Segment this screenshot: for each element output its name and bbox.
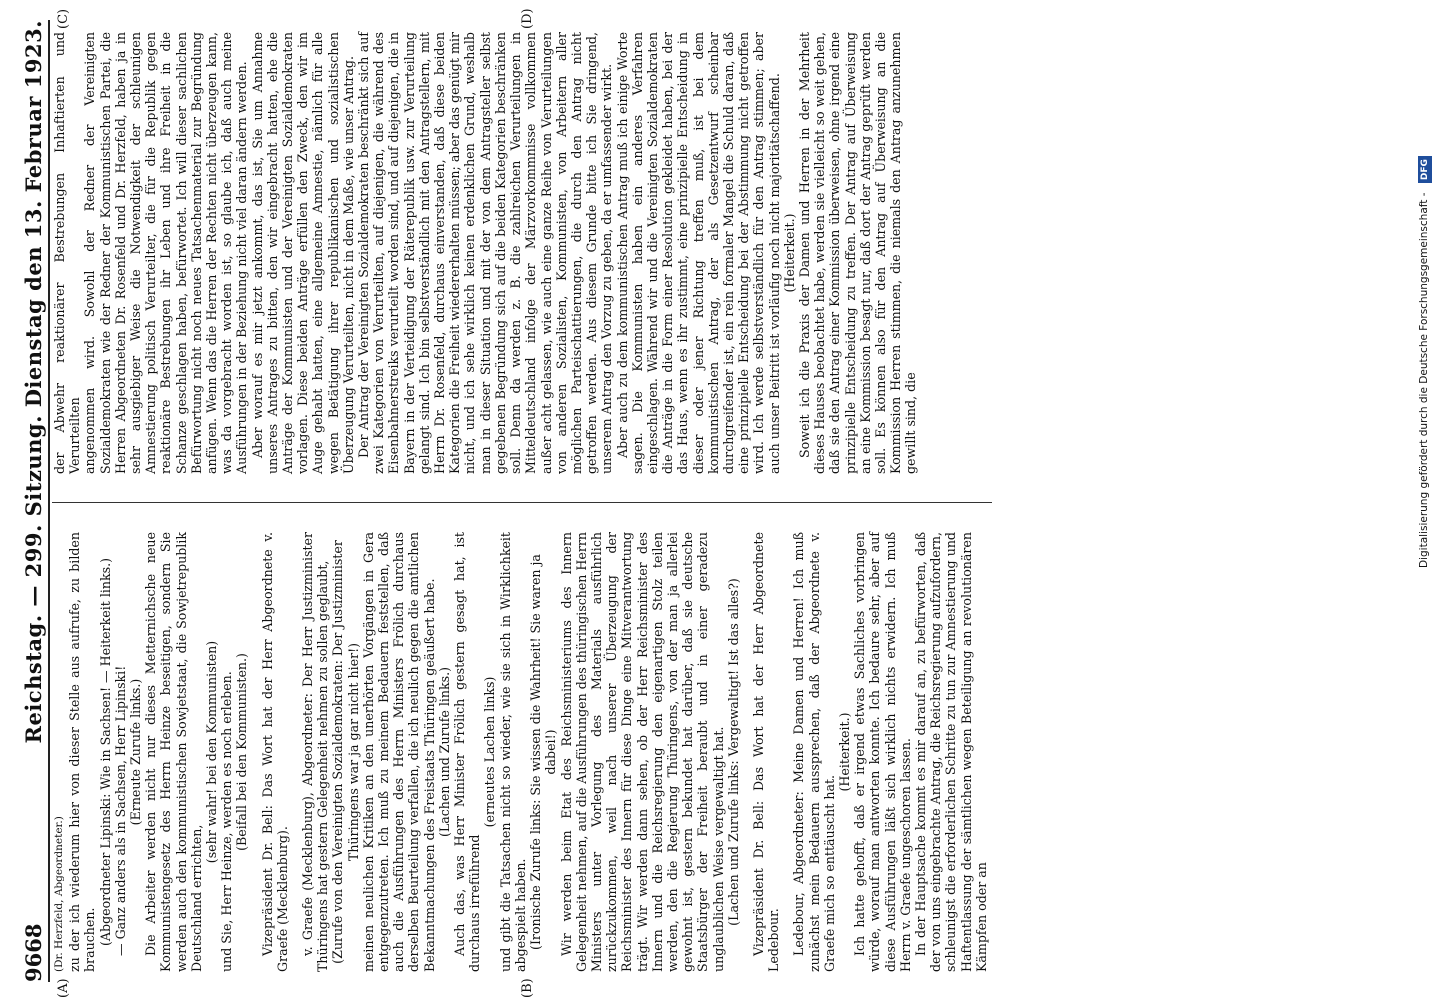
paragraph: Aber auch zu dem kommunistischen Antrag muß ich einige Worte sagen. Die Kommunisten haben ein anderes Verfahren eingeschlagen. Während wir und die Vereinigten Sozialdemokraten die Anträge in die Form einer Resolution gekleidet haben, bei der das Haus, wenn es ihr zustimmt, eine prinzipielle Entscheidung in dieser oder jener Richtung treffen muß, ist bei dem kommunistischen Antrag, der als Gesetzentwurf scheinbar durchgreifender ist, ein rein formaler Mangel die Schuld daran, daß eine prinzipielle Entscheidung bei der Abstimmung nicht getroffen wird. Ich werde selbstverständlich für den Antrag stimmen; aber auch unser Beitritt ist vorläufig noch nicht majoritätschaffend. (614, 32, 782, 474)
margin-marker-b: (B) (520, 978, 535, 998)
interjection: (Abgeordneter Lipinski: Wie in Sachsen! — Heiterkeit links.) (97, 558, 113, 946)
margin-marker-c: (C) (56, 8, 71, 29)
paragraph: und gibt die Tatsachen nicht so wieder, wie sie sich in Wirklichkeit abgespielt haben. (497, 532, 528, 972)
paragraph: angenommen wird. Sowohl der Redner der Vereinigten Sozialdemokraten wie der Redner der Kommunistischen Partei, die Herren Abgeordneten Dr. Rosenfeld und Dr. Herzfeld, haben ja in sehr ausgiebiger Weise die Notwendigkeit der schleunigen Amnestierung politisch Verurteilter, die für die Republik gegen reaktionäre Bestrebungen ihr Leben und ihre Freiheit in die Schanze geschlagen haben, befürwortet. Ich will dieser sachlichen Befürwortung nicht noch neues Tatsachenmaterial zur Begründung anfügen. Wenn das die Herren der Rechten nicht überzeugen kann, was da vorgebracht worden ist, so glaube ich, daß auch meine Ausführungen in der Beziehung nicht viel daran ändern werden. (82, 32, 250, 474)
dfg-logo: DFG (1418, 156, 1432, 183)
interjection: (Ironische Zurufe links: Sie wissen die Wahrheit! Sie waren ja dabei!) (528, 554, 559, 950)
paragraph: Wir werden beim Etat des Reichsministeriums des Innern Gelegenheit nehmen, auf die Ausführungen des thüringischen Herrn Ministers unter Vorlegung des Materials ausführlich zurückzukommen, weil nach unserer Überzeugung der Reichsminister des Innern für diese Dinge eine Mitverantwortung trägt. Wir werden dann sehen, ob der Herr Reichsminister des Innern und die Reichsregierung den eigenartigen Stolz teilen werden, den die Regierung Thüringens, von der man ja allerlei gewohnt ist, gestern bekundet hat darüber, daß sie deutsche Staatsbürger der Freiheit beraubt und in einer geradezu unglaublichen Weise vergewaltigt hat. (558, 531, 726, 972)
paragraph: Die Arbeiter werden nicht nur dieses Metternichsche neue Kommunistengesetz des Herrn Heinze beseitigen, sondern Sie werden auch den kommunistischen Sowjetstaat, die Sowjetrepublik Deutschland errichten, (143, 532, 204, 972)
column-divider (52, 502, 992, 503)
interjection: (erneutes Lachen links) (482, 676, 498, 828)
paragraph: meinen neulichen Kritiken an den unerhörten Vorgängen in Gera entgegenzutreten. Ich muß zu meinem Bedauern feststellen, daß auch die Ausführungen des Herrn Ministers Frölich durchaus derselben Beurteilung verfallen, die ich neulich gegen die amtlichen Bekanntmachungen des Freistaats Thüringen geäußert habe. (360, 532, 437, 972)
interjection: (Beifall bei den Kommunisten.) (234, 653, 250, 851)
left-column (52, 532, 987, 972)
page-number: 9668 (21, 923, 46, 982)
margin-marker-a: (A) (56, 978, 71, 998)
paragraph: der Abwehr reaktionärer Bestrebungen Inhaftierten und Verurteilten (52, 32, 83, 474)
paragraph: und Sie, Herr Heinze, werden es noch erleben. (219, 671, 235, 972)
interjection: (Heiterkeit.) (836, 712, 852, 792)
session-title: Reichstag. — 299. Sitzung. Dienstag den 13. Februar 1923. (21, 20, 46, 744)
speech-paragraph: Ledebour, Abgeordneter: Meine Damen und Herren! Ich muß zunächst mein Bedauern aussprechen, daß der Abgeordnete v. Graefe mich so enttäuscht hat. (791, 532, 837, 972)
paragraph: Ich hatte gehofft, daß er irgend etwas Sachliches vorbringen würde, worauf man antworten konnte. Ich bedaure sehr, aber auf diese Ausführungen läßt sich wirklich nichts erwidern. Ich muß Herrn v. Graefe ungeschoren lassen. (852, 532, 913, 972)
speaker-announcement: Vizepräsident Dr. Bell: Das Wort hat der Herr Abgeordnete Ledebour. (750, 532, 782, 972)
paragraph: Aber worauf es mir jetzt ankommt, das ist, Sie um Annahme unseres Antrages zu bitten, den wir eingebracht hatten, ehe die Anträge der Kommunisten und der Vereinigten Sozialdemokraten vorlagen. Diese beiden Anträge erfüllen den Zweck, den wir im Auge gehabt hatten, eine allgemeine Amnestie, nämlich für alle wegen Betätigung ihrer republikanischen und sozialistischen Überzeugung Verurteilten, nicht in dem Maße, wie unser Antrag. (249, 32, 356, 474)
speech-paragraph: v. Graefe (Mecklenburg), Abgeordneter: Der Herr Justizminister Thüringens hat gestern Gelegenheit nehmen zu sollen geglaubt, (300, 532, 331, 972)
interjection: (Zurufe von den Vereinigten Sozialdemokraten: Der Justizminister Thüringens war ja gar nicht hier!) (330, 540, 361, 964)
interjection: (Heiterkeit.) (781, 213, 797, 293)
paragraph: Soweit ich die Praxis der Damen und Herren in der Mehrheit dieses Hauses beobachtet habe, werden sie vielleicht so weit gehen, daß sie den Antrag einer Kommission überweisen, ohne irgend eine prinzipielle Entscheidung zu treffen. Der Antrag auf Überweisung an eine Kommission besagt nur, daß dort der Antrag geprüft werden soll. Es können also für den Antrag auf Überweisung an die Kommission Herren stimmen, die niemals den Antrag anzunehmen gewillt sind, die (796, 32, 919, 474)
credit-text: Digitalisierung gefördert durch die Deutsche Forschungsgemeinschaft - (1418, 192, 1430, 568)
speaker-continuation: (Dr. Herzfeld, Abgeordneter.) (53, 816, 65, 972)
paragraph: — Ganz anders als in Sachsen, Herr Lipinski! (112, 665, 128, 956)
paragraph: In der Hauptsache kommt es mir darauf an, zu befürworten, daß der von uns eingebrachte Antrag, die Reichsregierung aufzufordern, schleunigst die erforderlichen Schritte zu tun zur Amnestierung und Haftentlassung der sämtlichen wegen Beteiligung an revolutionären Kämpfen oder an (912, 532, 989, 972)
right-column (52, 32, 987, 474)
paragraph: Auch das, was Herr Minister Frölich gestern gesagt hat, ist durchaus irreführend (452, 532, 483, 972)
margin-marker-d: (D) (520, 8, 535, 29)
page-header (8, 20, 50, 982)
speaker-announcement: Vizepräsident Dr. Bell: Das Wort hat der Herr Abgeordnete v. Graefe (Mecklenburg). (259, 532, 290, 972)
interjection: (Lachen und Zurufe links: Vergewaltigt! Ist das alles?) (725, 578, 741, 926)
paragraph: Der Antrag der Vereinigten Sozialdemokraten beschränkt sich auf zwei Kategorien von Verurteilten, auf diejenigen, die während des Eisenbahnerstreiks verurteilt worden sind, und auf diejenigen, die in Bayern in der Verteidigung der Räterepublik usw. zur Verurteilung gelangt sind. Ich bin selbstverständlich mit den Antragstellern, mit Herrn Dr. Rosenfeld, durchaus einverstanden, daß diese beiden Kategorien die Freiheit wiedererhalten müssen; aber das genügt mir nicht, und ich sehe wirklich keinen erdenklichen Grund, weshalb man in dieser Situation und mit der von dem Antragsteller selbst gegebenen Begründung sich auf die beiden Kategorien beschränken soll. Denn da werden z. B. die zahlreichen Verurteilungen in Mitteldeutschland infolge der Märzvorkommnisse vollkommen außer acht gelassen, wie auch eine ganze Reihe von Verurteilungen von anderen Sozialisten, Kommunisten, von Arbeitern aller möglichen Parteischattierungen, die durch den Antrag nicht getroffen werden. Aus diesem Grunde bitte ich Sie dringend, unserem Antrag den Vorzug zu geben, da er umfassender wirkt. (356, 32, 615, 474)
interjection: (Lachen und Zurufe links.) (436, 666, 452, 838)
interjection: (Erneute Zurufe links.) (128, 678, 144, 826)
paragraph: zu der ich wiederum hier von dieser Stelle aus aufrufe, zu bilden brauchen. (67, 532, 98, 972)
interjection: (sehr wahr! bei den Kommunisten) (204, 640, 220, 864)
digitization-credit (1416, 8, 1432, 568)
